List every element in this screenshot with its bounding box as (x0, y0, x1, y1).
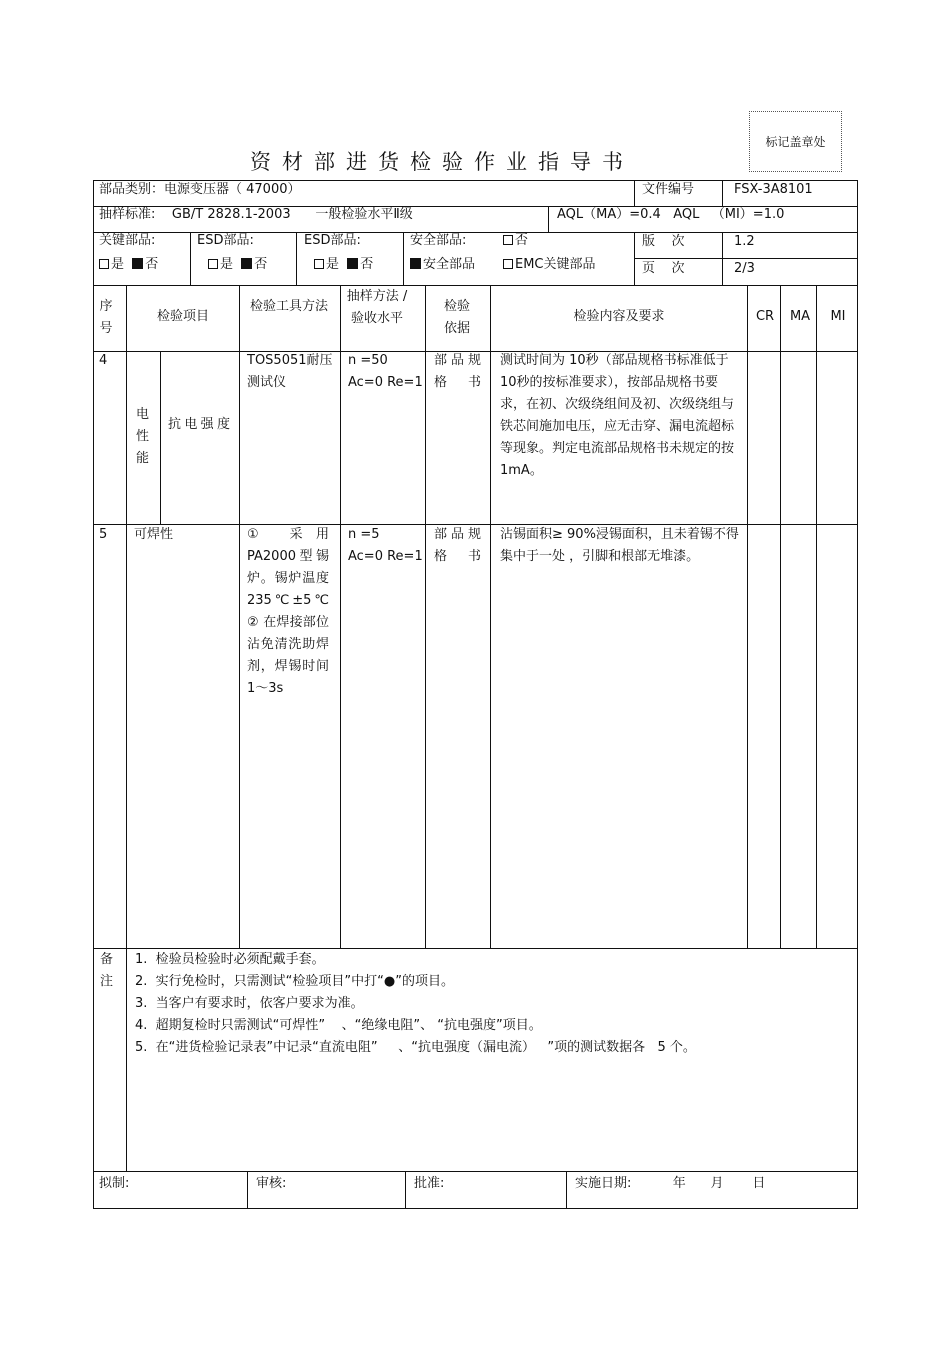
esd1-label: ESD部品: (197, 233, 254, 248)
aql-value: AQL（MA）=0.4 AQL （MI）=1.0 (557, 207, 785, 222)
notes-label: 备注 (100, 952, 114, 989)
row-sample-n: n =5 (348, 527, 380, 542)
row-content: 沾锡面积≥ 90%浸锡面积，且未着锡不得集中于一处 ，引脚和根部无堆漆。 (500, 527, 739, 564)
sampling-standard: 抽样标准: GB/T 2828.1-2003 一般检验水平Ⅱ级 (99, 207, 413, 222)
esd1-options: 是 否 (208, 254, 267, 276)
esd2-label: ESD部品: (304, 233, 361, 248)
esd2-no-checkbox-checked[interactable] (347, 258, 358, 269)
list-item: 1. 检验员检验时必须配戴手套。 (135, 952, 325, 967)
col-ma: MA (789, 309, 811, 324)
row-seq: 4 (99, 353, 108, 368)
row-sample-acc: Ac=0 Re=1 (348, 549, 423, 564)
col-sample: 抽样方法 / 验收水平 (346, 289, 408, 326)
safety-label: 安全部品: (410, 233, 467, 248)
key-no-checkbox-checked[interactable] (132, 258, 143, 269)
row-sample-acc: Ac=0 Re=1 (348, 375, 423, 390)
esd2-options: 是 否 (314, 254, 373, 276)
page-label: 页 次 (642, 261, 685, 276)
safety-part-checkbox-checked[interactable] (410, 258, 421, 269)
approved-label: 批准: (414, 1176, 445, 1191)
row-seq: 5 (99, 527, 108, 542)
stamp-box: 标记盖章处 (749, 111, 842, 172)
key-part-label: 关键部品: (99, 233, 156, 248)
col-tool: 检验工具方法 (250, 299, 329, 314)
row-content: 测试时间为 10秒（部品规格书标准低于 10秒的按标准要求），按部品规格书要求，在初、次级绕组间及初、次级绕组与铁芯间施加电压，应无击穿、漏电流超标等现象。判定电流部品规格书未规定的按 1mA。 (500, 353, 735, 478)
esd2-yes-checkbox[interactable] (314, 259, 324, 269)
reviewed-label: 审核: (256, 1176, 287, 1191)
effective-date: 实施日期: 年 月 日 (575, 1176, 766, 1191)
file-no-label: 文件编号 (642, 182, 695, 197)
list-item: 4. 超期复检时只需测试“可焊性” 、“绝缘电阻”、 “抗电强度”项目。 (135, 1018, 542, 1033)
list-item: 5. 在“进货检验记录表”中记录“直流电阻” 、“抗电强度（漏电流） ”项的测试数据各 5 个。 (135, 1040, 696, 1055)
version-value: 1.2 (734, 234, 755, 249)
safety-no-option: 否 (503, 230, 528, 252)
file-no-value: FSX-3A8101 (734, 182, 813, 197)
esd1-no-checkbox-checked[interactable] (241, 258, 252, 269)
row-tool: ① 采用PA2000型锡炉。锡炉温度 235℃±5℃ ② 在焊接部位沾免清洗助焊剂，焊锡时间 1～3s (247, 527, 329, 696)
row-sample-n: n =50 (348, 353, 388, 368)
safety-part-option: 安全部品 (410, 254, 475, 276)
col-cr: CR (755, 309, 775, 324)
col-seq: 序号 (99, 299, 113, 336)
row-item: 可焊性 (134, 527, 174, 542)
key-part-options: 是 否 (99, 254, 158, 276)
col-content: 检验内容及要求 (573, 309, 665, 324)
page-title: 资材部进货检验作业指导书 (250, 150, 634, 174)
list-item: 2. 实行免检时，只需测试“检验项目”中打“●”的项目。 (135, 974, 454, 989)
col-mi: MI (830, 309, 846, 324)
emc-part-option: EMC关键部品 (503, 254, 596, 276)
list-item: 3. 当客户有要求时，依客户要求为准。 (135, 996, 364, 1011)
row-group: 电性能 (136, 407, 150, 466)
row-basis: 部品规格书 (434, 353, 481, 390)
col-basis: 检验依据 (443, 299, 470, 336)
esd1-yes-checkbox[interactable] (208, 259, 218, 269)
row-item: 抗电强度 (168, 417, 230, 432)
emc-part-checkbox[interactable] (503, 259, 513, 269)
col-item: 检验项目 (156, 309, 209, 324)
page-value: 2/3 (734, 261, 755, 276)
key-yes-checkbox[interactable] (99, 259, 109, 269)
part-category: 部品类别：电源变压器（ 47000） (99, 182, 301, 197)
safety-no-checkbox[interactable] (503, 235, 513, 245)
row-tool: TOS5051耐压测试仪 (247, 353, 333, 390)
row-basis: 部品规格书 (434, 527, 481, 564)
drafted-label: 拟制: (99, 1176, 130, 1191)
version-label: 版 次 (642, 234, 685, 249)
